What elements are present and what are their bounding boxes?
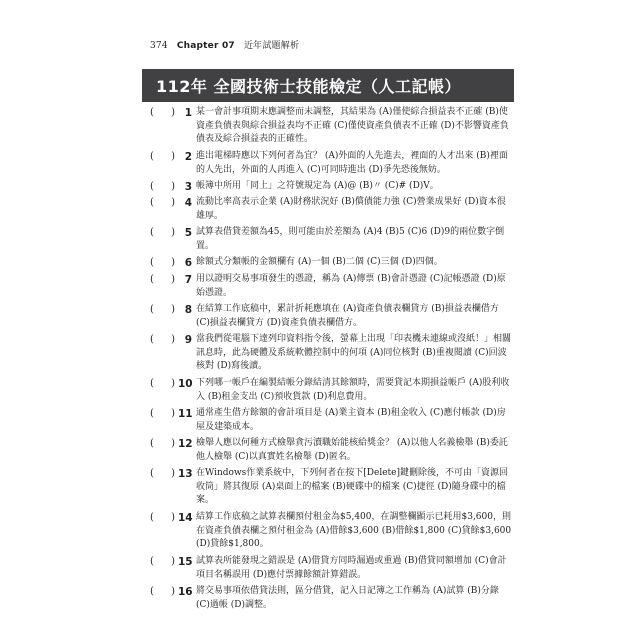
question-text: 在結算工作底稿中，累計折耗應填在 (A)資產負債表欄貸方 (B)損益表欄借方 (C)損益表欄貸方 (D)資產負債表欄借方。 (196, 304, 499, 328)
question-text: 當我們從電腦下達列印資料指令後，螢幕上出現「印表機未連線或沒紙！」相關訊息時，此為硬體及系統軟體控制中的何項 (A)同位核對 (B)重複閱讀 (C)回波核對 (D)寫後讀。 (196, 334, 512, 372)
question-number: 11 (178, 408, 193, 420)
answer-blank: ( ) (150, 438, 175, 449)
question-text: 在Windows作業系統中，下列何者在按下[Delete]鍵刪除後，不可由「資源回收筒」將其復原 (A)桌面上的檔案 (B)硬碟中的檔案 (C)捷徑 (D)隨身碟中的檔案。 (196, 468, 508, 506)
question-number: 16 (178, 586, 193, 598)
question-text: 試算表所能發現之錯誤是 (A)借貸方同時漏過或重過 (B)借貸同額增加 (C)會計項目名稱誤用 (D)應付票據餘額計算錯誤。 (196, 556, 507, 580)
question-number: 8 (184, 304, 192, 316)
question-number: 14 (178, 512, 193, 524)
answer-blank: ( ) (150, 257, 175, 268)
answer-blank: ( ) (150, 334, 175, 345)
question-number: 4 (184, 197, 192, 209)
running-header (150, 38, 299, 51)
section-title: 近年試題解析 (243, 41, 300, 51)
question-number: 1 (184, 107, 192, 119)
answer-blank: ( ) (150, 378, 175, 389)
question-number: 15 (178, 556, 193, 568)
answer-blank: ( ) (150, 151, 175, 162)
answer-blank: ( ) (150, 274, 175, 285)
question-number: 9 (184, 334, 192, 346)
question-text: 餘額式分類帳的金額欄有 (A)一個 (B)二個 (C)三個 (D)四個。 (196, 257, 443, 267)
question-number: 10 (178, 378, 193, 390)
question-number: 6 (184, 257, 192, 269)
chapter-label: Chapter 07 (176, 41, 235, 51)
answer-blank: ( ) (150, 586, 175, 597)
page-number: 374 (150, 41, 168, 51)
question-number: 3 (184, 181, 192, 193)
question-text: 下列哪一帳戶在編製結帳分錄結清其餘額時，需要貸記本期損益帳戶 (A)股利收入 (B)租金支出 (C)預收貨款 (D)利息費用。 (196, 378, 510, 402)
question-text: 流動比率高表示企業 (A)財務狀況好 (B)償債能力強 (C)營業成果好 (D)資本很雄厚。 (196, 197, 506, 221)
answer-blank: ( ) (150, 181, 175, 192)
question-number: 13 (178, 468, 193, 480)
question-text: 試算表借貸差額為45，則可能由於差額為 (A)4 (B)5 (C)6 (D)9的兩位數字倒置。 (196, 227, 505, 251)
question-text: 將交易事項依借貸法則，區分借貸，記入日記簿之工作稱為 (A)試算 (B)分錄 (C)過帳 (D)調整。 (196, 586, 499, 610)
question-text: 結算工作底稿之試算表欄預付租金為$5,400，在調整欄顯示已耗用$3,600，則在資產負債表欄之預付租金為 (A)借餘$3,600 (B)借餘$1,800 (C)貸餘$3,600 (D)貸餘$1,800。 (196, 512, 512, 550)
question-number: 5 (184, 227, 192, 239)
question-number: 12 (178, 438, 193, 450)
question-text: 某一會計事項期末應調整而未調整，其結果為 (A)僅使綜合損益表不正確 (B)使資產負債表與綜合損益表均不正確 (C)僅使資產負債表不正確 (D)不影響資產負債表及綜合損益表的正確性。 (196, 107, 509, 145)
question-text: 檢舉人應以何種方式檢舉貪污瀆職始能核給獎金？ (A)以他人名義檢舉 (B)委託他人檢舉 (C)以真實姓名檢舉 (D)匿名。 (196, 438, 508, 462)
answer-blank: ( ) (150, 227, 175, 238)
exam-title: 112年 全國技術士技能檢定（人工記帳） (156, 77, 461, 96)
answer-blank: ( ) (150, 468, 175, 479)
question-text: 帳簿中所用「同上」之符號規定為 (A)@ (B)〃 (C)# (D)V。 (196, 181, 439, 191)
question-number: 2 (184, 151, 192, 163)
answer-blank: ( ) (150, 512, 175, 523)
question-number: 7 (184, 274, 192, 286)
answer-blank: ( ) (150, 304, 175, 315)
question-text: 用以證明交易事項發生的憑證，稱為 (A)傳票 (B)會計憑證 (C)記帳憑證 (D)原始憑證。 (196, 274, 506, 298)
answer-blank: ( ) (150, 107, 175, 118)
exam-title-banner (142, 69, 514, 102)
question-text: 通常產生借方餘額的會計項目是 (A)業主資本 (B)租金收入 (C)應付帳款 (D)房屋及建築成本。 (196, 408, 506, 432)
answer-blank: ( ) (150, 556, 175, 567)
question-text: 進出電梯時應以下列何者為宜？ (A)外面的人先進去，裡面的人才出來 (B)裡面的人先出，外面的人再進入 (C)可同時進出 (D)爭先恐後無妨。 (196, 151, 508, 175)
answer-blank: ( ) (150, 197, 175, 208)
answer-blank: ( ) (150, 408, 175, 419)
